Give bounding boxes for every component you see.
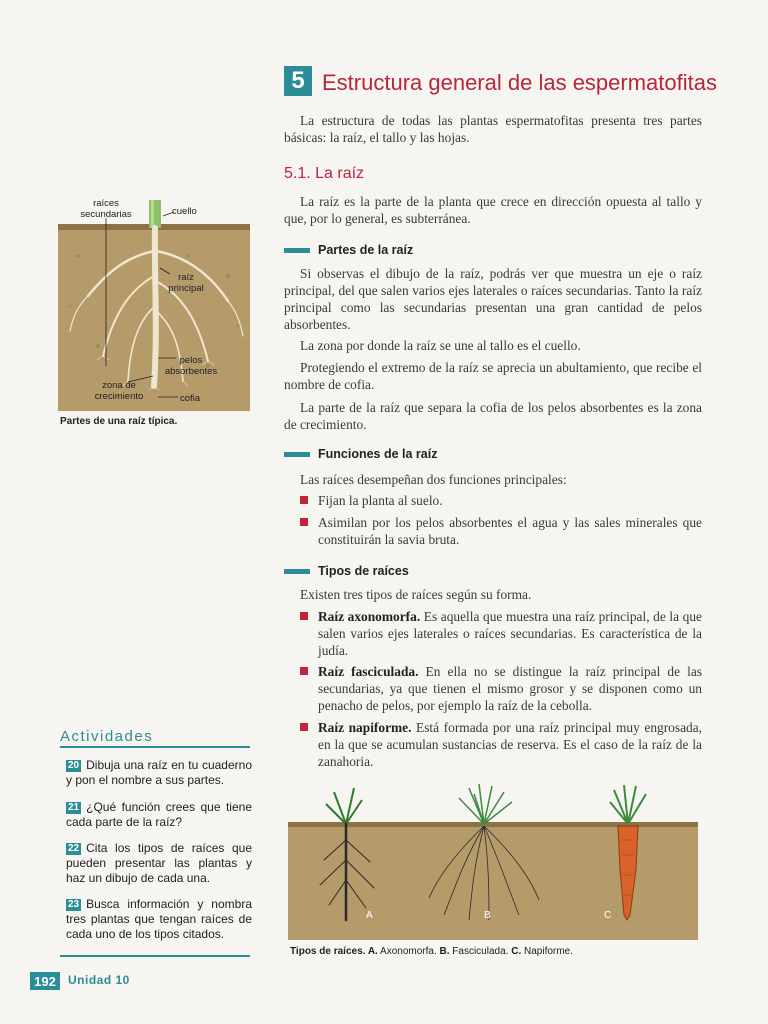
partes-paragraph-4: La parte de la raíz que separa la cofia de los pelos absorbentes es la zona de crecimiento. [284, 400, 702, 432]
funciones-intro: Las raíces desempeñan dos funciones principales: [300, 472, 567, 487]
funciones-item [300, 514, 702, 548]
tipos-item-term: Raíz fasciculada. [318, 664, 419, 679]
actividad-item [66, 758, 252, 788]
label-zona-crecimiento: zona de crecimiento [94, 380, 144, 402]
section-intro-text: La estructura de todas las plantas espermatofitas presenta tres partes básicas: la raíz, el tallo y las hojas. [284, 113, 702, 145]
partes-paragraph-3: Protegiendo el extremo de la raíz se aprecia un abultamiento, que recibe el nombre de cofia. [284, 360, 702, 392]
caption-part: A. [367, 946, 378, 957]
label-raiz-principal: raíz principal [168, 272, 204, 294]
actividad-text: ¿Qué función crees que tiene cada parte de la raíz? [66, 800, 252, 829]
label-pelos-absorbentes: pelos absorbentes [164, 355, 218, 377]
root-types-figure [284, 780, 702, 940]
label-cuello: cuello [172, 206, 197, 217]
partes-paragraph-1: Si observas el dibujo de la raíz, podrás ver que muestra un eje o raíz principal, del que salen varios ejes laterales o raíces secundarias. Tanto la raíz principal como las secundarias presentan una gran cantidad de pelos absorbentes. [284, 266, 702, 332]
actividad-text: Busca información y nombra tres plantas que tengan raíces de cada uno de los tipos citados. [66, 897, 252, 941]
caption-part: Fasciculada. [449, 946, 512, 957]
actividad-number: 21 [68, 802, 80, 813]
heading-partes-label: Partes de la raíz [318, 243, 414, 257]
heading-funciones [284, 446, 437, 462]
caption-part: C. [511, 946, 522, 957]
heading-tipos [284, 563, 409, 579]
actividades-bottom-rule [60, 955, 250, 957]
tipos-intro: Existen tres tipos de raíces según su forma. [300, 587, 532, 602]
unit-label: Unidad 10 [68, 973, 130, 987]
caption-part: Tipos de raíces. [290, 946, 368, 957]
root-figure [58, 196, 250, 411]
tipos-item [300, 663, 702, 714]
heading-partes [284, 242, 413, 258]
section-intro [284, 112, 702, 146]
section-title: Estructura general de las espermatofitas [322, 70, 717, 95]
tipos-item [300, 608, 702, 659]
heading-bar [284, 569, 310, 574]
bullet-square-icon [300, 667, 308, 675]
label-cofia: cofia [180, 393, 201, 404]
tipos-item-term: Raíz napiforme. [318, 720, 412, 735]
actividad-text: Dibuja una raíz en tu cuaderno y pon el nombre a sus partes. [66, 758, 252, 787]
root-types-illustration [284, 780, 702, 940]
tipos-item-text: Está formada por una raíz principal muy engrosada, en la que se acumulan sustancias de reserva. Es el caso de la raíz de la zanahoria. [318, 720, 703, 769]
heading-tipos-label: Tipos de raíces [318, 564, 409, 578]
partes-paragraph-2: La zona por donde la raíz se une al tallo es el cuello. [300, 338, 581, 353]
actividad-number: 23 [68, 899, 80, 910]
funciones-item-text: Asimilan por los pelos absorbentes el agua y las sales minerales que constituirán la savia bruta. [318, 515, 702, 547]
heading-funciones-label: Funciones de la raíz [318, 447, 438, 461]
caption-part: Axonomorfa. [377, 946, 440, 957]
tipos-item [300, 719, 702, 770]
actividades-title: Actividades [60, 728, 154, 745]
funciones-item-text: Fijan la planta al suelo. [318, 493, 443, 508]
caption-part: B. [439, 946, 450, 957]
actividad-item [66, 841, 252, 886]
subsection-definition: La raíz es la parte de la planta que crece en dirección opuesta al tallo y que, por lo general, es subterránea. [284, 194, 702, 226]
actividad-number: 22 [68, 843, 80, 854]
bullet-square-icon [300, 496, 308, 504]
page-number: 192 [30, 972, 60, 990]
root-illustration [58, 196, 250, 411]
tipos-item-term: Raíz axonomorfa. [318, 609, 421, 624]
type-letter-c: C [604, 910, 612, 921]
bullet-square-icon [300, 612, 308, 620]
label-raices-secundarias: raíces secundarias [80, 198, 132, 220]
type-letter-b: B [484, 910, 491, 921]
heading-bar [284, 248, 310, 253]
tipos-item-text: Es aquella que muestra una raíz principal, de la que salen varios ejes laterales o raíces secundarias. Es característica de la judía. [318, 609, 703, 658]
actividad-item [66, 800, 252, 830]
subsection-title: 5.1. La raíz [284, 165, 365, 182]
actividad-number: 20 [68, 760, 80, 771]
actividad-item [66, 897, 252, 942]
funciones-item [300, 492, 702, 509]
actividad-text: Cita los tipos de raíces que pueden presentar las plantas y haz un dibujo de cada una. [66, 841, 252, 885]
actividades-rule [60, 746, 250, 748]
bullet-square-icon [300, 518, 308, 526]
heading-bar [284, 452, 310, 457]
section-number: 5 [284, 66, 312, 96]
root-types-caption [290, 946, 573, 957]
bullet-square-icon [300, 723, 308, 731]
root-figure-caption: Partes de una raíz típica. [60, 416, 178, 427]
caption-part: Napiforme. [521, 946, 573, 957]
tipos-item-text: En ella no se distingue la raíz principal de las secundarias, ya que tienen el mismo grosor y se disponen como un penacho de pelos, por ejemplo la raíz de la cebolla. [318, 664, 702, 713]
type-letter-a: A [366, 910, 373, 921]
